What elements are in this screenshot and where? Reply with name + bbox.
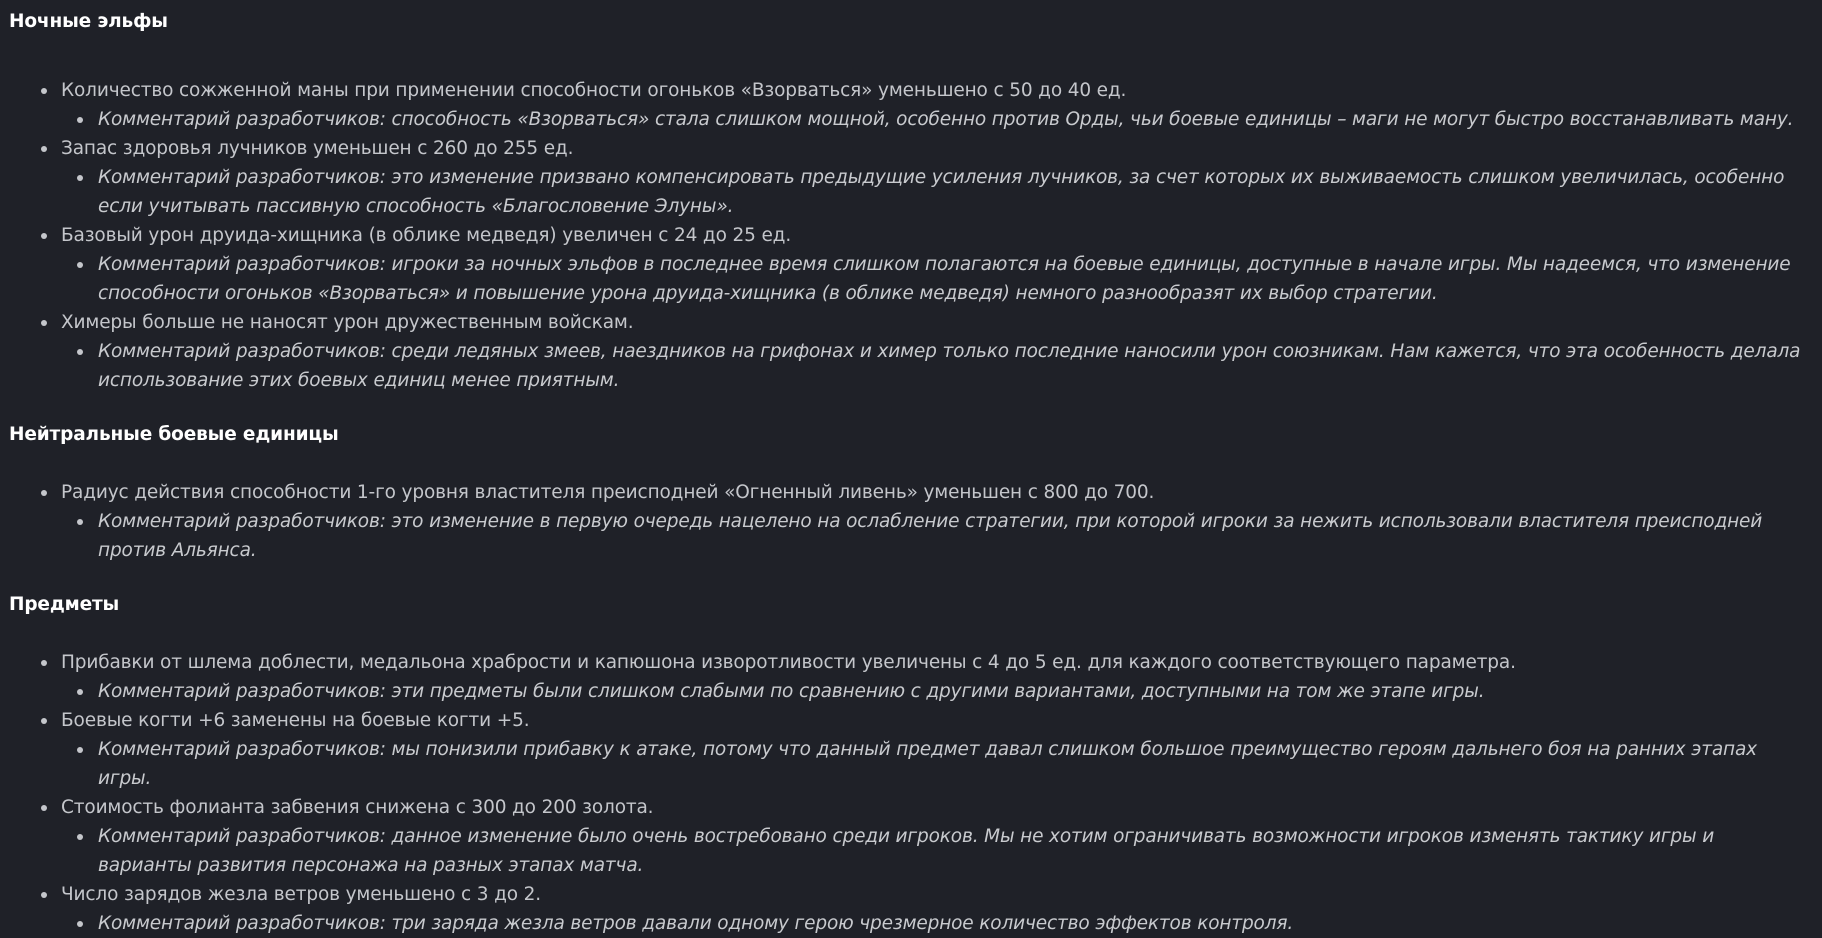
bullet-icon xyxy=(77,834,83,840)
bullet-icon xyxy=(41,660,47,666)
developer-comment xyxy=(61,337,1813,395)
change-text: Запас здоровья лучников уменьшен с 260 до 255 ед. xyxy=(61,138,574,159)
bullet-icon xyxy=(77,175,83,181)
bullet-icon xyxy=(77,117,83,123)
change-list xyxy=(9,648,1813,938)
section-items xyxy=(9,594,1813,938)
change-item xyxy=(9,706,1813,793)
change-item xyxy=(9,648,1813,706)
change-text: Количество сожженной маны при применении способности огоньков «Взорваться» уменьшено с 50 до 40 ед. xyxy=(61,80,1127,101)
change-item xyxy=(9,793,1813,880)
section-title: Нейтральные боевые единицы xyxy=(9,424,339,445)
comment-text: Комментарий разработчиков: данное изменение было очень востребовано среди игроков. Мы не хотим ограничивать возможности игроков изменять тактику игры и варианты развития персонажа на разных этапах матча. xyxy=(98,826,1715,876)
bullet-icon xyxy=(41,233,47,239)
change-item xyxy=(9,478,1813,565)
bullet-icon xyxy=(41,320,47,326)
change-text: Радиус действия способности 1-го уровня властителя преисподней «Огненный ливень» уменьшен с 800 до 700. xyxy=(61,482,1155,503)
comment-text: Комментарий разработчиков: способность «Взорваться» стала слишком мощной, особенно против Орды, чьи боевые единицы – маги не могут быстро восстанавливать ману. xyxy=(98,109,1794,130)
bullet-icon xyxy=(77,689,83,695)
section-title: Предметы xyxy=(9,594,120,615)
comment-list xyxy=(61,909,1813,938)
comment-text: Комментарий разработчиков: мы понизили прибавку к атаке, потому что данный предмет давал слишком большое преимущество героям дальнего боя на ранних этапах игры. xyxy=(98,739,1757,789)
change-text: Химеры больше не наносят урон дружественным войскам. xyxy=(61,312,634,333)
change-item xyxy=(9,134,1813,221)
comment-list xyxy=(61,677,1813,706)
change-item xyxy=(9,880,1813,938)
bullet-icon xyxy=(41,146,47,152)
comment-list xyxy=(61,105,1813,134)
change-item xyxy=(9,308,1813,395)
bullet-icon xyxy=(41,718,47,724)
developer-comment xyxy=(61,250,1813,308)
change-list xyxy=(9,478,1813,565)
section-neutral-units xyxy=(9,424,1813,565)
comment-text: Комментарий разработчиков: это изменение в первую очередь нацелено на ослабление стратегии, при которой игроки за нежить использовали властителя преисподней против Альянса. xyxy=(98,511,1763,561)
bullet-icon xyxy=(77,519,83,525)
change-item xyxy=(9,221,1813,308)
bullet-icon xyxy=(41,490,47,496)
section-title: Ночные эльфы xyxy=(9,11,168,32)
change-text: Число зарядов жезла ветров уменьшено с 3 до 2. xyxy=(61,884,542,905)
developer-comment xyxy=(61,735,1813,793)
patch-notes-page xyxy=(0,11,1822,934)
comment-list xyxy=(61,163,1813,221)
comment-text: Комментарий разработчиков: это изменение призвано компенсировать предыдущие усиления лучников, за счет которых их выживаемость слишком увеличилась, особенно если учитывать пассивную способность «Благословение Элуны». xyxy=(98,167,1785,217)
comment-text: Комментарий разработчиков: среди ледяных змеев, наездников на грифонах и химер только последние наносили урон союзникам. Нам кажется, что эта особенность делала использование этих боевых единиц менее приятным. xyxy=(98,341,1801,391)
comment-list xyxy=(61,507,1813,565)
section-night-elves xyxy=(9,11,1813,395)
change-text: Прибавки от шлема доблести, медальона храбрости и капюшона изворотливости увеличены с 4 до 5 ед. для каждого соответствующего параметра. xyxy=(61,652,1516,673)
comment-list xyxy=(61,337,1813,395)
change-item xyxy=(9,76,1813,134)
comment-text: Комментарий разработчиков: три заряда жезла ветров давали одному герою чрезмерное количество эффектов контроля. xyxy=(98,913,1294,934)
bullet-icon xyxy=(41,805,47,811)
developer-comment xyxy=(61,909,1813,938)
change-text: Боевые когти +6 заменены на боевые когти +5. xyxy=(61,710,530,731)
bullet-icon xyxy=(77,349,83,355)
developer-comment xyxy=(61,822,1813,880)
comment-list xyxy=(61,822,1813,880)
bullet-icon xyxy=(41,892,47,898)
developer-comment xyxy=(61,507,1813,565)
bullet-icon xyxy=(41,88,47,94)
comment-list xyxy=(61,250,1813,308)
comment-text: Комментарий разработчиков: игроки за ночных эльфов в последнее время слишком полагаются на боевые единицы, доступные в начале игры. Мы надеемся, что изменение способности огоньков «Взорваться» и повышение урона друида-хищника (в облике медведя) немного разнообразят их выбор стратегии. xyxy=(98,254,1791,304)
bullet-icon xyxy=(77,262,83,268)
developer-comment xyxy=(61,677,1813,706)
developer-comment xyxy=(61,163,1813,221)
comment-list xyxy=(61,735,1813,793)
bullet-icon xyxy=(77,921,83,927)
change-list xyxy=(9,76,1813,395)
bullet-icon xyxy=(77,747,83,753)
comment-text: Комментарий разработчиков: эти предметы были слишком слабыми по сравнению с другими вариантами, доступными на том же этапе игры. xyxy=(98,681,1485,702)
change-text: Стоимость фолианта забвения снижена с 300 до 200 золота. xyxy=(61,797,654,818)
developer-comment xyxy=(61,105,1813,134)
change-text: Базовый урон друида-хищника (в облике медведя) увеличен с 24 до 25 ед. xyxy=(61,225,792,246)
